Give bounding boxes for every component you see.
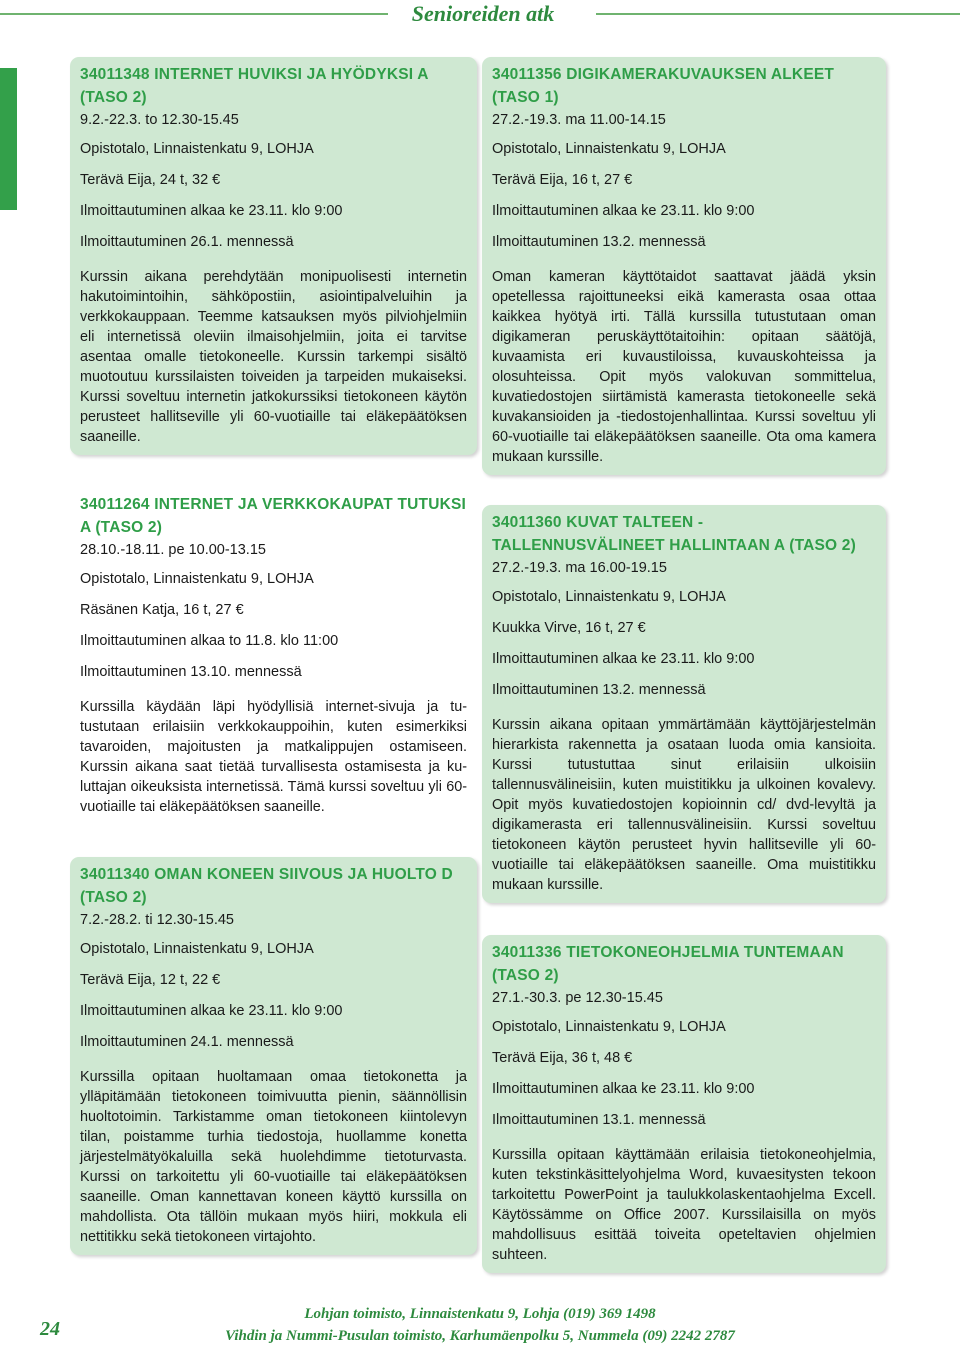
course-location: Opistotalo, Linnaistenkatu 9, LOHJA	[492, 589, 726, 605]
registration-start: Ilmoittautuminen alkaa ke 23.11. klo 9:00	[80, 203, 343, 219]
registration-deadline: Ilmoittautuminen 24.1. mennessä	[80, 1034, 294, 1050]
course-dates: 7.2.-28.2. ti 12.30-15.45	[80, 912, 234, 928]
course-location: Opistotalo, Linnaistenkatu 9, LOHJA	[80, 571, 314, 587]
course-description: Kurssilla käydään läpi hyödyllisiä internet-sivuja ja tutustutaan erilaisiin verkkokauppoihin, kuten esimerkiksi tavaroiden, majoitusten ja matkalippujen ostamiseen. Kurssin aikana saat tietää turvallisesta ostamisesta ja kuluttajan oikeuksista internetissä. Tämä kurssi soveltuu yli 60-vuotiaille tai eläkepäätöksen saaneille.	[80, 699, 467, 815]
course-description: Oman kameran käyttötaidot saattavat jäädä yksin opetellessa rajoittuneeksi eikä kamerasta osaa ottaa kaikkea hyötyä irti. Tällä kurssilla tutustutaan oman digikameran peruskäyttötaitoihin: opitaan säätöjä, kuvaamista eri kuvaustiloissa, kuvauskohteissa ja olosuhteissa. Opit myös valokuvan sommittelua, kuvatiedostojen siirtämistä kamerasta tietokoneelle sekä kuvakansioiden ja -tiedostojenhallintaa. Kurssi soveltuu yli 60-vuotiaille tai eläkepäätöksen saaneille. Ota oma kamera mukaan kurssille.	[492, 269, 876, 465]
registration-start: Ilmoittautuminen alkaa ke 23.11. klo 9:00	[492, 1081, 755, 1097]
footer-office-vihti: Vihdin ja Nummi-Pusulan toimisto, Karhumäenpolku 5, Nummela (09) 2242 2787	[225, 1328, 735, 1344]
course-title: 34011348 INTERNET HUVIKSI JA HYÖDYKSI A (TASO 2)	[80, 66, 429, 106]
page-number: 24	[40, 1318, 60, 1340]
course-dates: 27.1.-30.3. pe 12.30-15.45	[492, 990, 663, 1006]
course-location: Opistotalo, Linnaistenkatu 9, LOHJA	[80, 141, 314, 157]
registration-deadline: Ilmoittautuminen 13.2. mennessä	[492, 682, 706, 698]
course-card	[482, 505, 886, 903]
course-description: Kurssin aikana opitaan ymmärtämään käyttöjärjestelmän hierarkista rakennetta ja osataan luoda omia kansioita. Kurssi tutustuttaa sinut erilaisiin ulkoisiin tallennusvälineisiin, kuten muistitikku ja ulkoinen kovalevy. Opit myös kuvatiedostojen kopioinnin cd/ dvd-levyltä ja digikamerasta eri tallennusvälineisiin. Kurssi soveltuu tietokoneen käytön perusteet hyvin hallitseville yli 60-vuotiaille tai eläkepäätöksen saaneille. Oma muistitikku mukaan kurssille.	[492, 717, 876, 893]
course-title: 34011360 KUVAT TALTEEN - TALLENNUSVÄLINEET HALLINTAAN A (TASO 2)	[492, 514, 856, 554]
course-dates: 28.10.-18.11. pe 10.00-13.15	[80, 542, 266, 558]
footer-office-lohja: Lohjan toimisto, Linnaistenkatu 9, Lohja (019) 369 1498	[304, 1306, 656, 1322]
course-card	[482, 57, 886, 475]
course-card	[70, 487, 477, 825]
course-teacher: Kuukka Virve, 16 t, 27 €	[492, 620, 646, 636]
header-rule-left	[0, 13, 388, 15]
course-teacher: Terävä Eija, 36 t, 48 €	[492, 1050, 633, 1066]
registration-start: Ilmoittautuminen alkaa ke 23.11. klo 9:00	[492, 651, 755, 667]
course-location: Opistotalo, Linnaistenkatu 9, LOHJA	[80, 941, 314, 957]
course-title: 34011264 INTERNET JA VERKKOKAUPAT TUTUKSI A (TASO 2)	[80, 496, 467, 536]
section-side-tab	[0, 68, 17, 210]
course-card	[70, 857, 477, 1255]
course-teacher: Terävä Eija, 12 t, 22 €	[80, 972, 221, 988]
course-description: Kurssin aikana perehdytään monipuolisesti internetin hakutoimintoihin, sähköpostiin, asiointipalveluihin ja verkkokauppaan. Teemme katsauksen myös pilviohjelmiin eli internetissä oleviin ilmaisohjelmiin, joita ei tarvitse asentaa omalle tietokoneelle. Kurssin tarkempi sisältö muotoutuu kurssilaisten toiveiden ja tarpeiden mukaiseksi. Kurssi soveltuu internetin jatkokurssiksi tietokoneen käytön perusteet hallitseville yli 60-vuotiaille tai eläkepäätöksen saaneille.	[80, 269, 467, 445]
registration-deadline: Ilmoittautuminen 13.10. mennessä	[80, 664, 302, 680]
section-title: Senioreiden atk	[411, 1, 555, 26]
registration-deadline: Ilmoittautuminen 13.1. mennessä	[492, 1112, 706, 1128]
course-teacher: Räsänen Katja, 16 t, 27 €	[80, 602, 244, 618]
course-card	[70, 57, 477, 455]
registration-deadline: Ilmoittautuminen 13.2. mennessä	[492, 234, 706, 250]
course-location: Opistotalo, Linnaistenkatu 9, LOHJA	[492, 141, 726, 157]
course-teacher: Terävä Eija, 16 t, 27 €	[492, 172, 633, 188]
course-title: 34011336 TIETOKONEOHJELMIA TUNTEMAAN (TASO 2)	[492, 944, 844, 984]
registration-deadline: Ilmoittautuminen 26.1. mennessä	[80, 234, 294, 250]
course-dates: 27.2.-19.3. ma 11.00-14.15	[492, 112, 666, 128]
course-title: 34011356 DIGIKAMERAKUVAUKSEN ALKEET (TASO 1)	[492, 66, 835, 106]
registration-start: Ilmoittautuminen alkaa to 11.8. klo 11:00	[80, 633, 339, 649]
course-title: 34011340 OMAN KONEEN SIIVOUS JA HUOLTO D (TASO 2)	[80, 866, 453, 906]
header-rule-right	[596, 13, 960, 15]
course-location: Opistotalo, Linnaistenkatu 9, LOHJA	[492, 1019, 726, 1035]
course-dates: 27.2.-19.3. ma 16.00-19.15	[492, 560, 667, 576]
course-dates: 9.2.-22.3. to 12.30-15.45	[80, 112, 239, 128]
registration-start: Ilmoittautuminen alkaa ke 23.11. klo 9:00	[80, 1003, 343, 1019]
course-description: Kurssilla opitaan huoltamaan omaa tietokonetta ja ylläpitämään tietokoneen toimivuutta pienin, säännöllisin huoltotoimin. Tarkistamme oman tietokoneen kiintolevyn tilan, poistamme turhia tiedostoja, huollamme konetta järjestelmätyökaluilla sekä huolehdimme tietoturvasta. Kurssi on tarkoitettu yli 60-vuotiaille tai eläkepäätöksen saaneille. Oman kannettavan koneen käyttö kurssilla on mahdollista. Ota tällöin mukaan myös hiiri, mokkula eli nettitikku sekä tietokoneen virtajohto.	[80, 1069, 467, 1245]
course-description: Kurssilla opitaan käyttämään erilaisia tietokoneohjelmia, kuten tekstinkäsittelyohjelma Word, kuvaesitysten tekoon tarkoitettu PowerPoint ja taulukkolaskentaohjelma Excell. Käytössämme on Office 2007. Kurssilaisilla on myös mahdollisuus esittää toiveita opeteltavien ohjelmien suhteen.	[492, 1147, 876, 1263]
registration-start: Ilmoittautuminen alkaa ke 23.11. klo 9:00	[492, 203, 755, 219]
course-card	[482, 935, 886, 1273]
course-teacher: Terävä Eija, 24 t, 32 €	[80, 172, 221, 188]
